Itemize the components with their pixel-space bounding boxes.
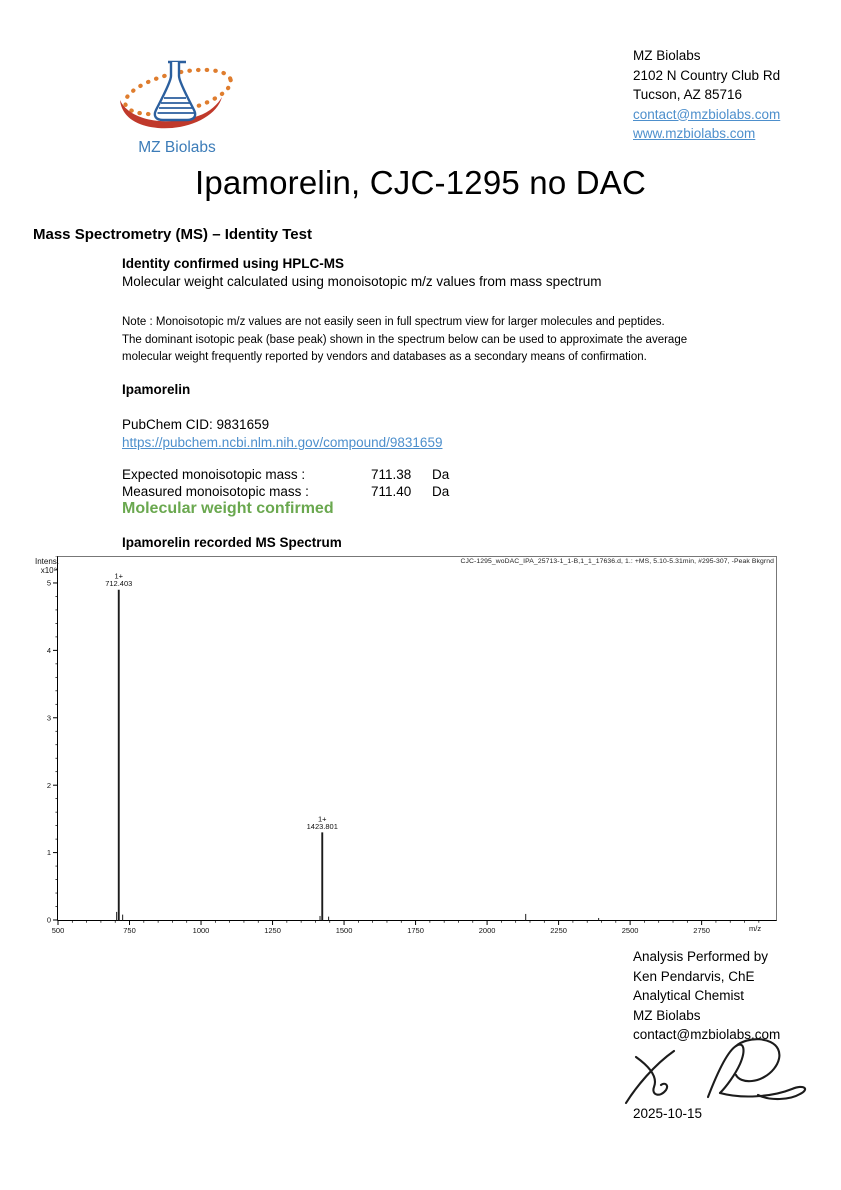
expected-mass-unit: Da [432,467,450,482]
signature [620,1037,825,1112]
note-line-2: The dominant isotopic peak (base peak) shown in the spectrum below can be used to approximate the average [122,333,688,346]
x-tick-label: 750 [123,926,136,935]
peak-mz-label: 712.403 [105,579,133,589]
mass-row-measured [122,483,449,500]
report-date: 2025-10-15 [633,1106,703,1121]
y-tick-label: 0 [46,915,51,925]
plot-frame [58,557,777,921]
contact-website-link[interactable]: www.mzbiolabs.com [633,126,756,141]
flask-logo-icon [112,56,242,132]
x-tick-label: 2250 [550,926,567,935]
y-tick-label: 4 [46,645,51,655]
analyst-email: contact@mzbiolabs.com [633,1027,781,1042]
x-axis-unit: m/z [749,924,762,933]
note-line-1: Note : Monoisotopic m/z values are not easily seen in full spectrum view for larger molecules and peptides. [122,316,665,328]
page-title: Ipamorelin, CJC-1295 no DAC [194,164,647,201]
analyst-title: Analytical Chemist [633,988,745,1003]
compound-name: Ipamorelin [122,382,191,397]
peak-charge-label: 1+ [317,814,327,824]
y-axis-label [35,557,60,575]
measured-mass-label: Measured monoisotopic mass : [122,484,309,499]
pubchem-cid: PubChem CID: 9831659 [122,417,270,432]
logo-wordmark-text: MZ Biolabs [138,139,216,156]
x-tick-label: 1750 [407,926,424,935]
analyst-block [633,947,780,1045]
analyst-name: Ken Pendarvis, ChE [633,968,755,984]
measured-mass-unit: Da [432,484,450,499]
pubchem-link[interactable]: https://pubchem.ncbi.nlm.nih.gov/compound/9831659 [122,435,443,450]
section-heading: Mass Spectrometry (MS) – Identity Test [33,226,312,243]
expected-mass-value: 711.38 [371,467,412,482]
x-tick-label: 1250 [264,926,281,935]
identity-statement: Molecular weight calculated using monoisotopic m/z values from mass spectrum [122,274,602,289]
mass-row-expected [122,466,449,483]
spectrum-annotation: CJC-1295_woDAC_IPA_25713-1_1-B,1_1_17636.d, 1.: +MS, 5.10-5.31min, #295-307, -Peak Bkgrnd [460,557,774,565]
x-tick-label: 2500 [621,926,639,935]
x-tick-label: 1000 [192,926,210,935]
spectrum-heading: Ipamorelin recorded MS Spectrum [122,535,342,550]
peak-mz-label: 1423.801 [306,821,338,831]
contact-address1: 2102 N Country Club Rd [633,67,781,83]
contact-address2: Tucson, AZ 85716 [633,87,743,102]
note-line-3: molecular weight frequently reported by vendors and databases as a secondary means of confirmation. [122,351,647,363]
x-tick-label: 1500 [335,926,353,935]
ms-spectrum-chart [35,556,780,946]
y-tick-label: 2 [46,780,51,790]
company-logo [110,56,244,162]
y-axis-label-scale: x10⁸ [40,566,57,575]
y-tick-label: 1 [46,848,51,858]
confirmation-status: Molecular weight confirmed [122,500,334,517]
x-tick-label: 500 [51,926,65,935]
measured-mass-value: 711.40 [371,484,412,499]
y-tick-label: 3 [46,713,51,723]
x-tick-label: 2750 [693,926,710,935]
peak-charge-label: 1+ [114,571,124,581]
analyst-line-1: Analysis Performed by [633,949,769,964]
expected-mass-label: Expected monoisotopic mass : [122,467,306,482]
contact-email-link[interactable]: contact@mzbiolabs.com [633,106,781,122]
x-tick-label: 2000 [478,926,496,935]
y-tick-label: 5 [46,578,51,588]
identity-statement-bold: Identity confirmed using HPLC-MS [122,256,345,271]
signature-icon [620,1037,825,1107]
note-paragraph [122,314,687,367]
logo-wordmark [112,137,242,157]
mass-table [122,466,449,518]
analyst-company: MZ Biolabs [633,1007,701,1023]
spectrum-plot [35,556,780,946]
contact-block [633,46,780,144]
y-axis-label-intens: Intens. [35,557,60,566]
contact-company: MZ Biolabs [633,48,701,63]
